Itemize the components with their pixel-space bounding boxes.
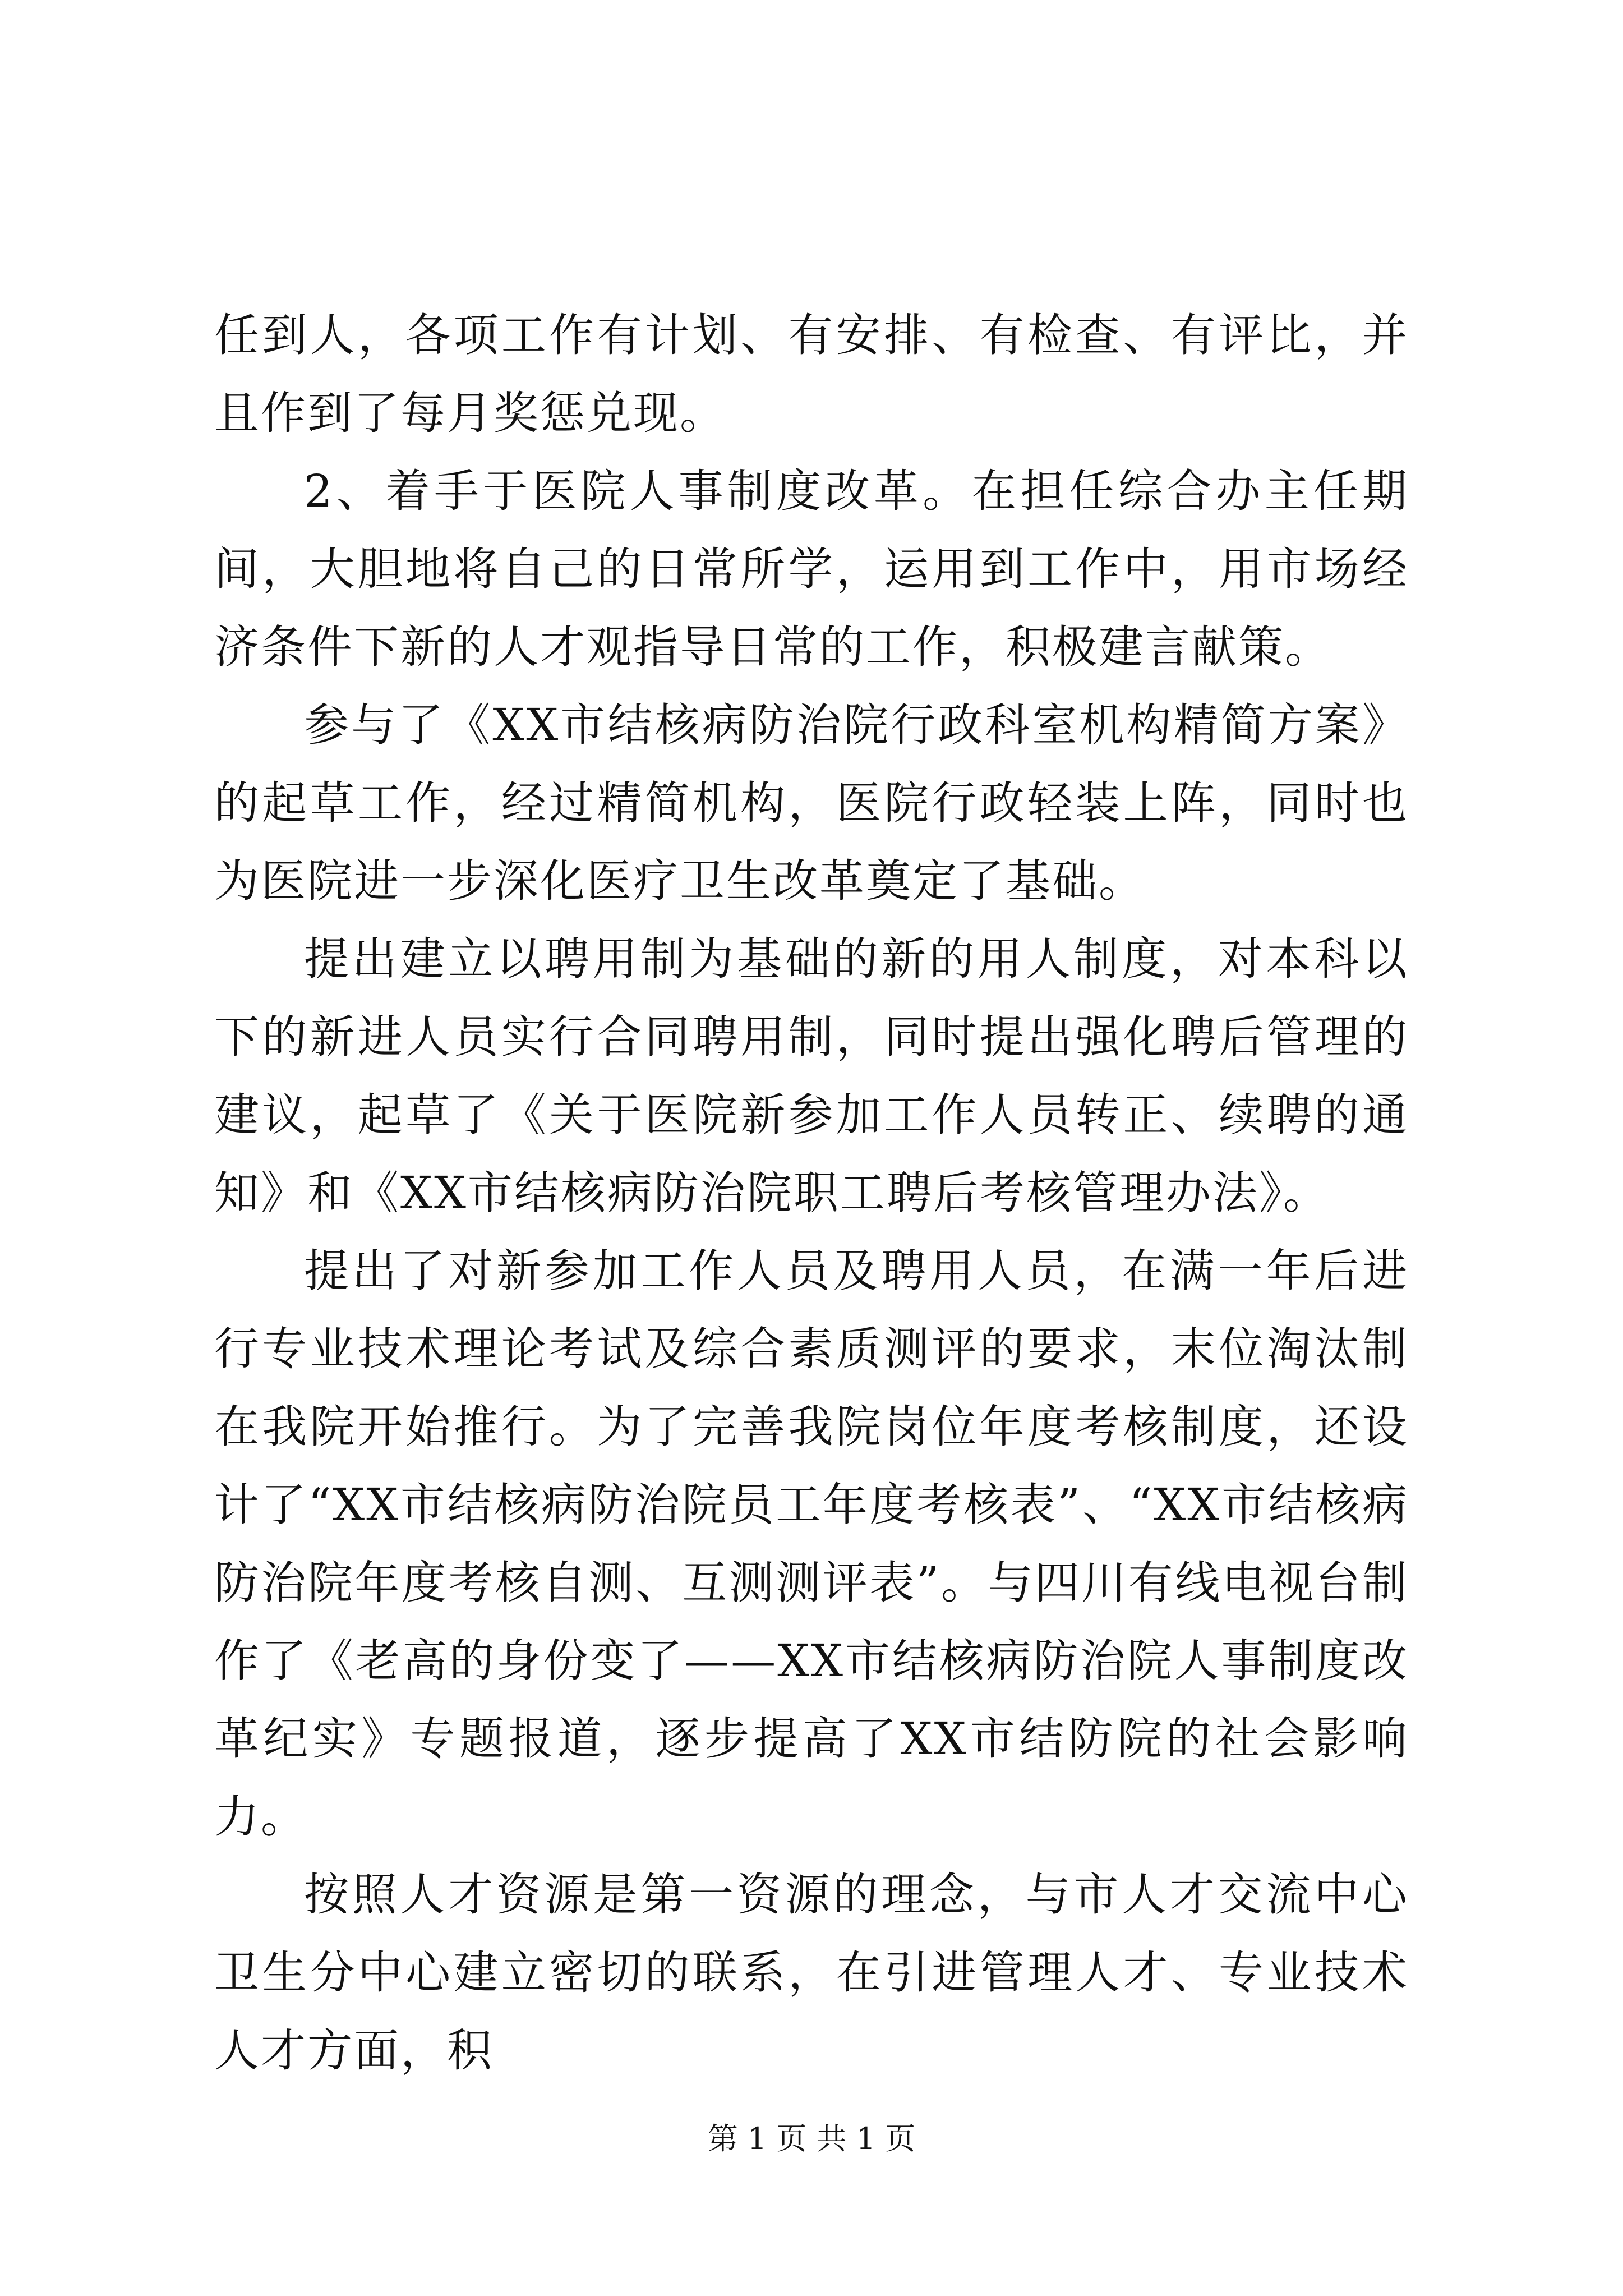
page-footer: 第 1 页 共 1 页 — [707, 2121, 916, 2156]
paragraph-4: 提出建立以聘用制为基础的新的用人制度，对本科以下的新进人员实行合同聘用制，同时提出强化聘后管理的建议，起草了《关于医院新参加工作人员转正、续聘的通知》和《XX市结核病防治院职工聘后考核管理办法》。 — [214, 933, 1409, 1219]
paragraph-3: 参与了《XX市结核病防治院行政科室机构精简方案》的起草工作，经过精简机构，医院行政轻装上阵，同时也为医院进一步深化医疗卫生改革奠定了基础。 — [214, 699, 1409, 907]
paragraph-1: 任到人，各项工作有计划、有安排、有检查、有评比，并且作到了每月奖惩兑现。 — [214, 309, 1409, 439]
document-body — [214, 296, 1409, 2090]
paragraph-2: 2、着手于医院人事制度改革。在担任综合办主任期间，大胆地将自己的日常所学，运用到工作中，用市场经济条件下新的人才观指导日常的工作，积极建言献策。 — [214, 465, 1409, 673]
paragraph-5: 提出了对新参加工作人员及聘用人员，在满一年后进行专业技术理论考试及综合素质测评的要求，末位淘汰制在我院开始推行。为了完善我院岗位年度考核制度，还设计了“XX市结核病防治院员工年度考核表”、“XX市结核病防治院年度考核自测、互测测评表”。与四川有线电视台制作了《老高的身份变了——XX市结核病防治院人事制度改革纪实》专题报道，逐步提高了XX市结防院的社会影响力。 — [214, 1245, 1409, 1843]
paragraph-6: 按照人才资源是第一资源的理念，与市人才交流中心卫生分中心建立密切的联系，在引进管理人才、专业技术人才方面，积 — [214, 1869, 1409, 2077]
